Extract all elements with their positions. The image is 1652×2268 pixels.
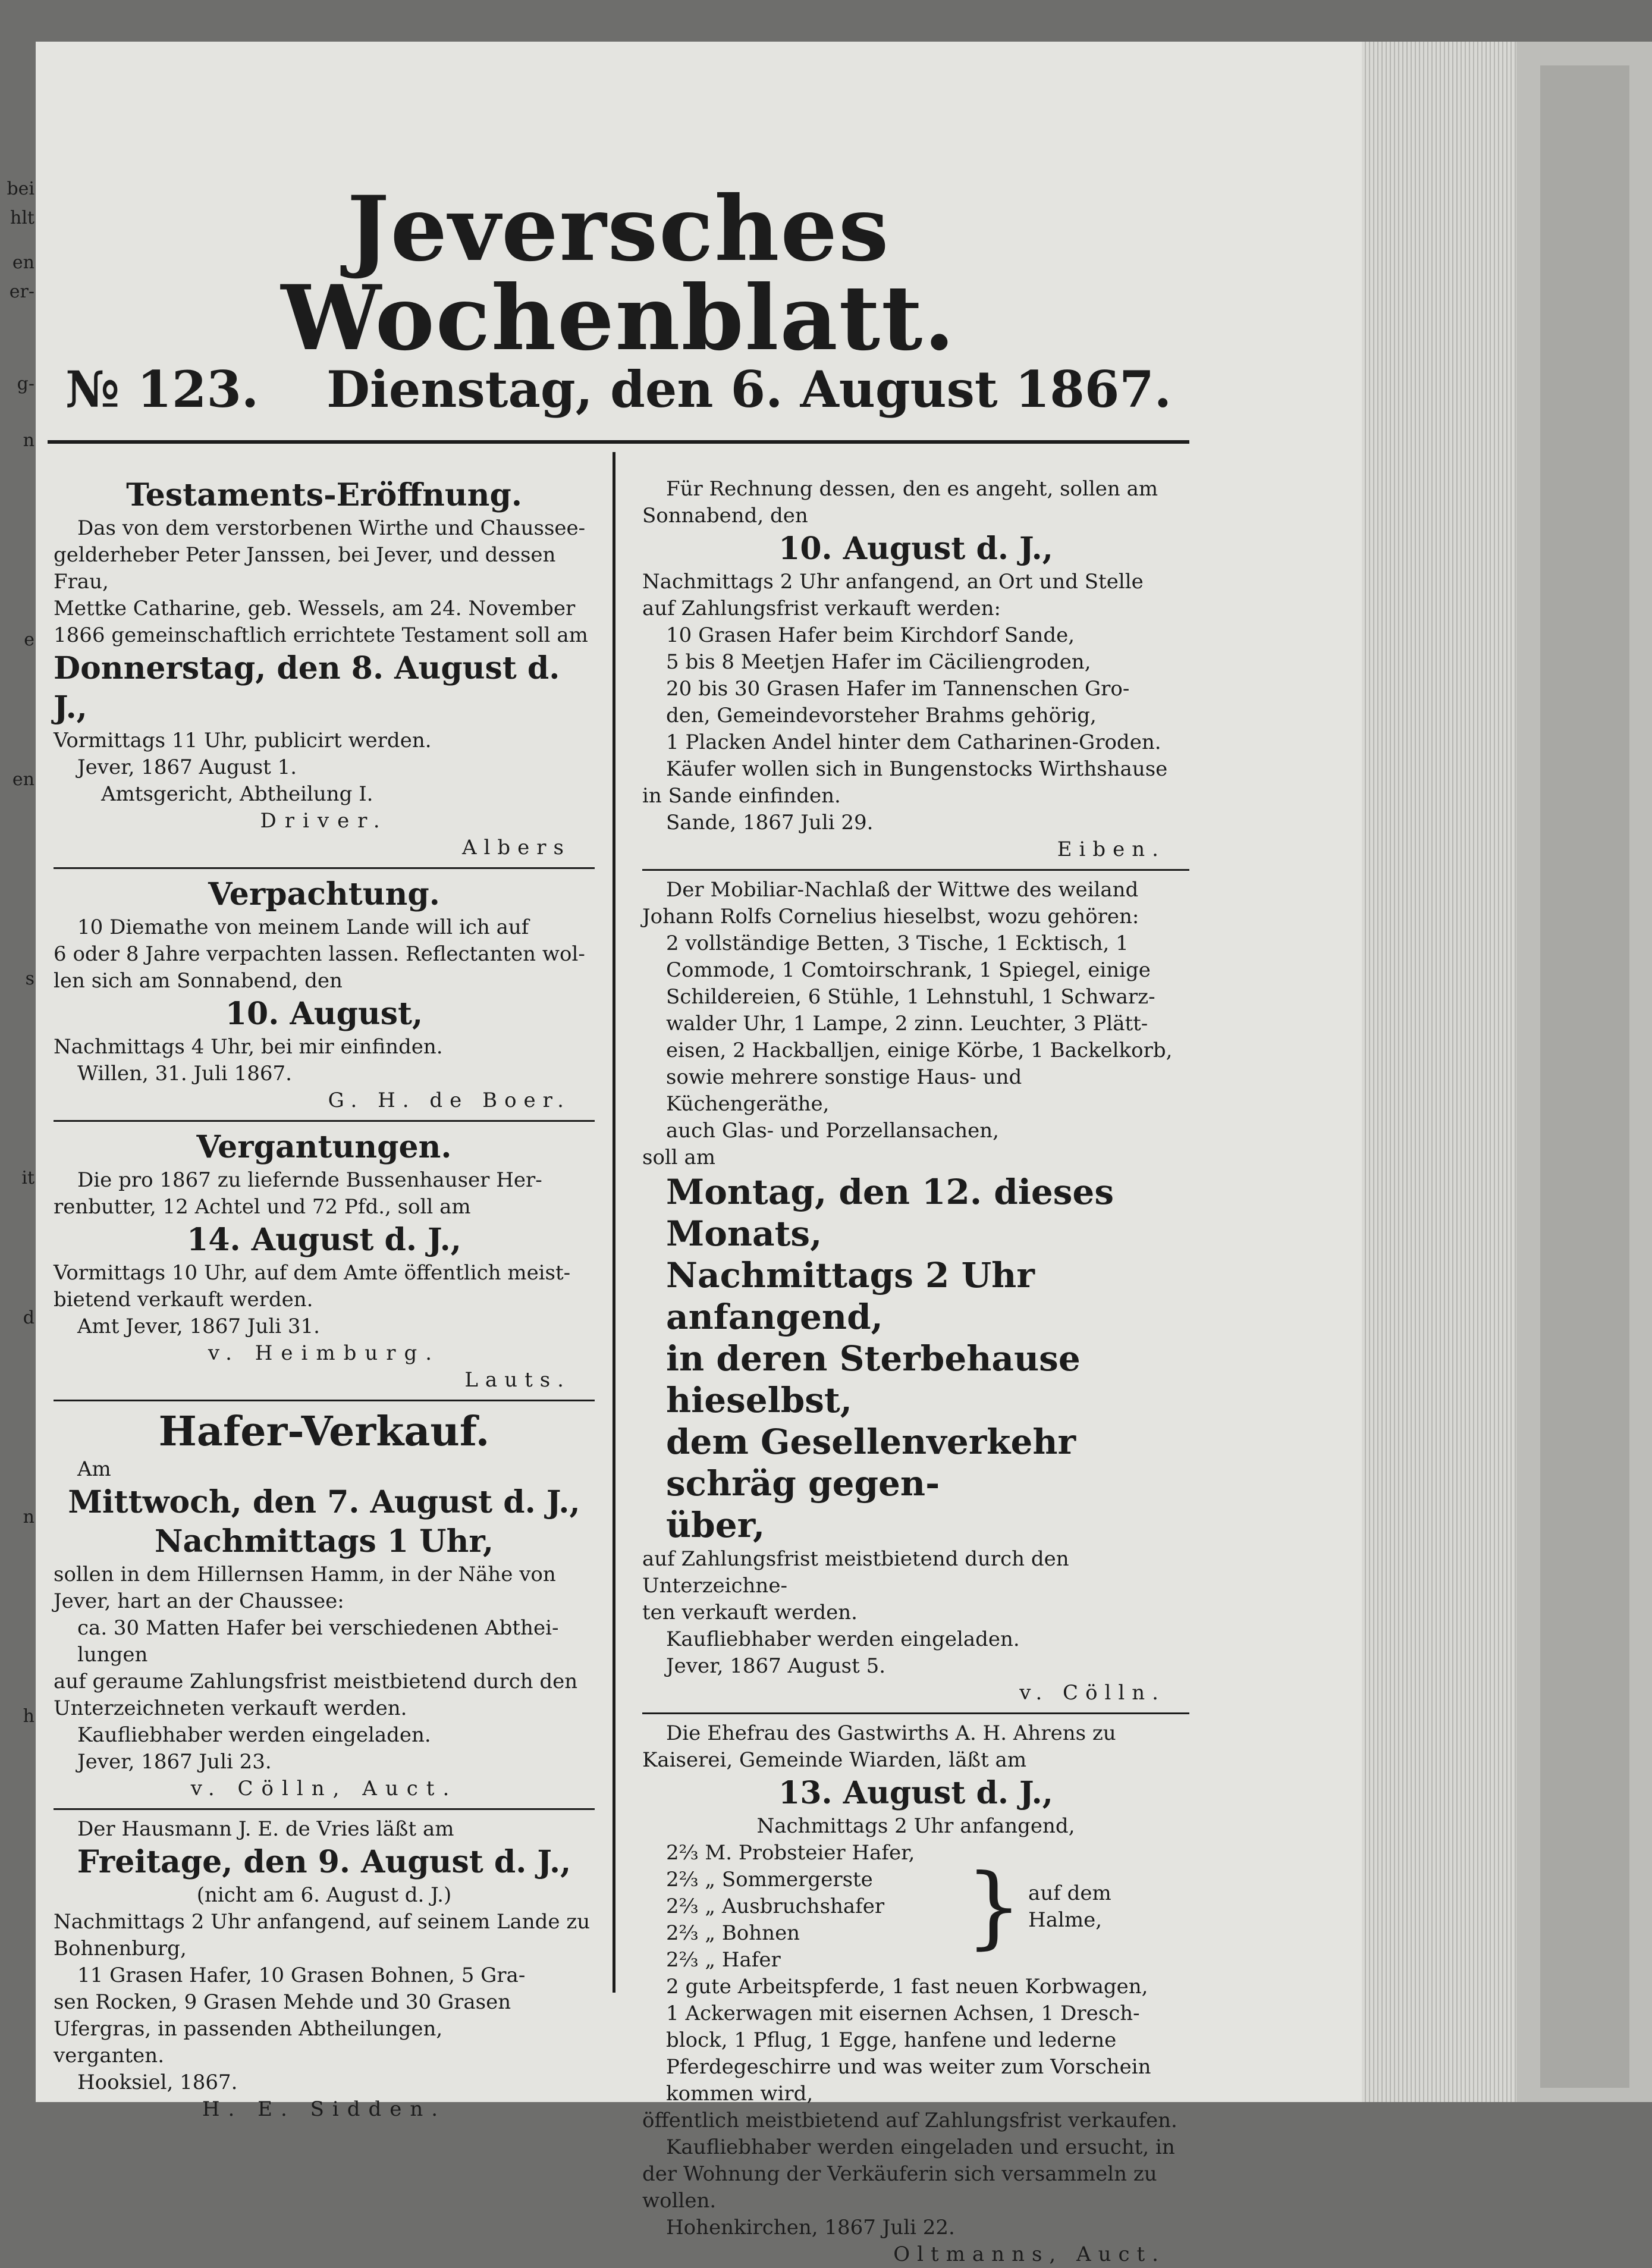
text-line: auf Zahlungsfrist meistbietend durch den Unterzeichne- — [642, 1547, 1069, 1598]
item-line: auch Glas- und Porzellansachen, — [666, 1119, 999, 1143]
text-line: Jever, hart an der Chaussee: — [54, 1589, 344, 1613]
fragment: h — [23, 1706, 34, 1727]
text-line: 11 Grasen Hafer, 10 Grasen Bohnen, 5 Gra- — [77, 1963, 526, 1987]
ahrens-date: 13. August d. J., — [778, 1775, 1053, 1811]
sande-notice — [642, 476, 1189, 863]
brace-glyph: } — [965, 1855, 1023, 1959]
lot-line: 2⅔ M. Probsteier Hafer, — [666, 1841, 915, 1865]
place-date: Willen, 31. Juli 1867. — [77, 1062, 292, 1086]
place-date: Jever, 1867 August 5. — [666, 1654, 886, 1678]
text-line: Am — [77, 1457, 111, 1481]
text-line: auf geraume Zahlungsfrist meistbietend durch den — [54, 1670, 578, 1693]
fragment: hlt — [10, 208, 34, 228]
item-line: 10 Grasen Hafer beim Kirchdorf Sande, — [666, 623, 1075, 647]
text-line: sollen in dem Hillernsen Hamm, in der Nähe von — [54, 1563, 556, 1586]
item-line: block, 1 Pflug, 1 Egge, hanfene und lederne — [666, 2028, 1117, 2052]
mobiliar-big-line: über, — [666, 1505, 765, 1545]
hafer-time: Nachmittags 1 Uhr, — [154, 1523, 494, 1560]
text-line: Johann Rolfs Cornelius hieselbst, wozu gehören: — [642, 905, 1139, 928]
ahrens-notice — [642, 1720, 1189, 2268]
separator — [54, 867, 595, 869]
item-line: walder Uhr, 1 Lampe, 2 zinn. Leuchter, 3 Plätt- — [666, 1012, 1148, 1036]
item-line: Pferdegeschirre und was weiter zum Vorschein — [666, 2055, 1151, 2079]
vergantungen-heading: Vergantungen. — [196, 1129, 452, 1165]
book-cover-inner — [1540, 65, 1629, 2088]
separator — [54, 1400, 595, 1401]
text-line: Bohnenburg, — [54, 1937, 187, 1960]
verpachtung-notice — [54, 875, 595, 1114]
lot-line: 2⅔ „ Ausbruchshafer — [666, 1894, 885, 1918]
mobiliar-notice — [642, 877, 1189, 1707]
vries-note: (nicht am 6. August d. J.) — [196, 1883, 452, 1907]
text-line: renbutter, 12 Achtel und 72 Pfd., soll am — [54, 1195, 471, 1219]
text-line: Vormittags 11 Uhr, publicirt werden. — [54, 729, 432, 752]
hafer-date: Mittwoch, den 7. August d. J., — [68, 1484, 580, 1520]
text-line: bietend verkauft werden. — [54, 1288, 313, 1312]
left-column — [54, 476, 595, 2123]
text-line: Nachmittags 2 Uhr anfangend, auf seinem Lande zu — [54, 1910, 591, 1934]
item-line: 2 vollständige Betten, 3 Tische, 1 Ecktisch, 1 — [666, 931, 1129, 955]
text-line: auf Zahlungsfrist verkauft werden: — [642, 597, 1001, 620]
vergantungen-date: 14. August d. J., — [187, 1222, 461, 1258]
text-line: Das von dem verstorbenen Wirthe und Chaussee- — [77, 516, 586, 540]
fragment: bei — [7, 178, 34, 199]
signature: Driver. — [260, 809, 388, 833]
text-line: Nachmittags 4 Uhr, bei mir einfinden. — [54, 1035, 443, 1059]
mobiliar-big-line: dem Gesellenverkehr schräg gegen- — [666, 1422, 1076, 1504]
text-line: Der Hausmann J. E. de Vries läßt am — [77, 1817, 454, 1841]
fragment: it — [21, 1168, 34, 1188]
signature: H. E. Sidden. — [202, 2097, 447, 2121]
text-line: soll am — [642, 1146, 715, 1169]
vries-date: Freitage, den 9. August d. J., — [77, 1844, 571, 1880]
text-line: sen Rocken, 9 Grasen Mehde und 30 Grasen — [54, 1990, 511, 2014]
place-date: Hohenkirchen, 1867 Juli 22. — [666, 2216, 955, 2239]
text-line: Ufergras, in passenden Abtheilungen, — [54, 2017, 443, 2041]
separator — [54, 1808, 595, 1810]
invite-line: Kaufliebhaber werden eingeladen. — [77, 1723, 431, 1747]
lot-items — [666, 1840, 960, 1974]
signature: Albers — [461, 836, 571, 859]
text-line: 10 Diemathe von meinem Lande will ich auf — [77, 915, 529, 939]
fragment: en — [12, 769, 34, 790]
hafer-heading: Hafer-Verkauf. — [158, 1408, 490, 1455]
text-line: öffentlich meistbietend auf Zahlungsfrist verkaufen. — [642, 2109, 1177, 2132]
mobiliar-big-line: Montag, den 12. dieses Monats, — [666, 1172, 1114, 1254]
text-line: lungen — [77, 1643, 148, 1667]
fragment: e — [24, 629, 34, 650]
place-date: Sande, 1867 Juli 29. — [666, 811, 874, 835]
sande-date: 10. August d. J., — [778, 531, 1053, 567]
item-line: 1 Placken Andel hinter dem Catharinen-Groden. — [666, 730, 1161, 754]
text-line: Käufer wollen sich in Bungenstocks Wirthshause — [666, 757, 1168, 781]
text-line: verganten. — [54, 2044, 165, 2068]
separator — [54, 1120, 595, 1122]
vries-notice — [54, 1816, 595, 2123]
item-line: 20 bis 30 Grasen Hafer im Tannenschen Gro- — [666, 677, 1130, 701]
signature: Eiben. — [1057, 837, 1166, 861]
text-line: gelderheber Peter Janssen, bei Jever, und dessen Frau, — [54, 543, 556, 594]
mobiliar-big-line: Nachmittags 2 Uhr anfangend, — [666, 1255, 1035, 1337]
signature: v. Heimburg. — [208, 1341, 441, 1365]
signature: G. H. de Boer. — [328, 1088, 571, 1112]
text-line: Die pro 1867 zu liefernde Bussenhauser Her- — [77, 1168, 542, 1192]
text-line: Der Mobiliar-Nachlaß der Wittwe des weiland — [666, 878, 1139, 902]
text-line: Kaiserei, Gemeinde Wiarden, läßt am — [642, 1748, 1027, 1772]
issue-date: Dienstag, den 6. August 1867. — [326, 360, 1172, 419]
text-line: 6 oder 8 Jahre verpachten lassen. Reflectanten wol- — [54, 942, 585, 966]
text-line: Mettke Catharine, geb. Wessels, am 24. November — [54, 597, 576, 620]
hafer-notice — [54, 1407, 595, 1802]
signature: v. Cölln, Auct. — [190, 1777, 458, 1800]
column-divider — [613, 452, 615, 1993]
lot-line: 2⅔ „ Bohnen — [666, 1921, 800, 1945]
separator — [642, 869, 1189, 871]
court-line: Amtsgericht, Abtheilung I. — [101, 782, 373, 806]
lot-group — [642, 1840, 1189, 1974]
text-line: Für Rechnung dessen, den es angeht, sollen am — [666, 477, 1158, 501]
item-line: eisen, 2 Hackballjen, einige Körbe, 1 Backelkorb, — [666, 1039, 1173, 1062]
page-stack-edge — [1362, 42, 1516, 2102]
verpachtung-date: 10. August, — [225, 996, 423, 1032]
fragment: g- — [17, 374, 34, 394]
text-line: len sich am Sonnabend, den — [54, 969, 343, 993]
text-line: 1866 gemeinschaftlich errichtete Testament soll am — [54, 623, 588, 647]
right-column — [642, 476, 1189, 2268]
signature: Lauts. — [464, 1368, 571, 1392]
fragment: er- — [9, 281, 34, 302]
text-line: ca. 30 Matten Hafer bei verschiedenen Abthei- — [77, 1616, 559, 1640]
issue-line — [65, 360, 1172, 419]
item-line: 2 gute Arbeitspferde, 1 fast neuen Korbwagen, — [666, 1975, 1148, 1999]
place-date: Jever, 1867 Juli 23. — [77, 1750, 272, 1774]
fragment: n — [23, 430, 34, 451]
fragment: s — [25, 968, 34, 989]
testament-notice — [54, 476, 595, 861]
text-line: in Sande einfinden. — [642, 784, 841, 808]
item-line: 5 bis 8 Meetjen Hafer im Cäciliengroden, — [666, 650, 1091, 674]
invite-line: Kaufliebhaber werden eingeladen und ersucht, in — [666, 2135, 1175, 2159]
item-line: 1 Ackerwagen mit eisernen Achsen, 1 Dresch- — [666, 2002, 1140, 2025]
verpachtung-heading: Verpachtung. — [208, 876, 440, 912]
invite-line: wollen. — [642, 2189, 717, 2213]
previous-page-column — [0, 178, 37, 1735]
fragment: d — [23, 1307, 34, 1328]
place-date: Jever, 1867 August 1. — [77, 755, 297, 779]
ahrens-time: Nachmittags 2 Uhr anfangend, — [756, 1814, 1075, 1838]
text-line: Vormittags 10 Uhr, auf dem Amte öffentlich meist- — [54, 1261, 571, 1285]
signature: v. Cölln. — [1019, 1681, 1166, 1705]
item-line: kommen wird, — [666, 2082, 814, 2106]
place-date: Hooksiel, 1867. — [77, 2071, 238, 2094]
mobiliar-big-line: in deren Sterbehause hieselbst, — [666, 1338, 1081, 1420]
item-line: den, Gemeindevorsteher Brahms gehörig, — [666, 704, 1097, 727]
vergantungen-notice — [54, 1128, 595, 1394]
testament-date: Donnerstag, den 8. August d. J., — [54, 650, 560, 726]
lot-line: 2⅔ „ Hafer — [666, 1948, 781, 1972]
text-line: ten verkauft werden. — [642, 1601, 858, 1624]
top-rule — [48, 440, 1189, 444]
issue-number: № 123. — [65, 360, 259, 419]
item-line: sowie mehrere sonstige Haus- und Küchengeräthe, — [666, 1065, 1022, 1116]
brace-label: auf dem Halme, — [1028, 1881, 1111, 1932]
fragment: en — [12, 252, 34, 273]
text-line: Unterzeichneten verkauft werden. — [54, 1696, 407, 1720]
invite-line: Kaufliebhaber werden eingeladen. — [666, 1627, 1020, 1651]
signature: Oltmanns, Auct. — [893, 2242, 1166, 2266]
lot-line: 2⅔ „ Sommergerste — [666, 1868, 873, 1891]
separator — [642, 1712, 1189, 1714]
item-line: Schildereien, 6 Stühle, 1 Lehnstuhl, 1 Schwarz- — [666, 985, 1155, 1009]
fragment: n — [23, 1507, 34, 1527]
testament-heading: Testaments-Eröffnung. — [126, 477, 522, 513]
text-line: Sonnabend, den — [642, 504, 808, 528]
text-line: Nachmittags 2 Uhr anfangend, an Ort und Stelle — [642, 570, 1144, 594]
text-line: Die Ehefrau des Gastwirths A. H. Ahrens zu — [666, 1721, 1116, 1745]
invite-line: der Wohnung der Verkäuferin sich versammeln zu — [642, 2162, 1157, 2186]
place-date: Amt Jever, 1867 Juli 31. — [77, 1315, 320, 1338]
item-line: Commode, 1 Comtoirschrank, 1 Spiegel, einige — [666, 958, 1151, 982]
masthead-title: Jeversches Wochenblatt. — [281, 177, 956, 371]
